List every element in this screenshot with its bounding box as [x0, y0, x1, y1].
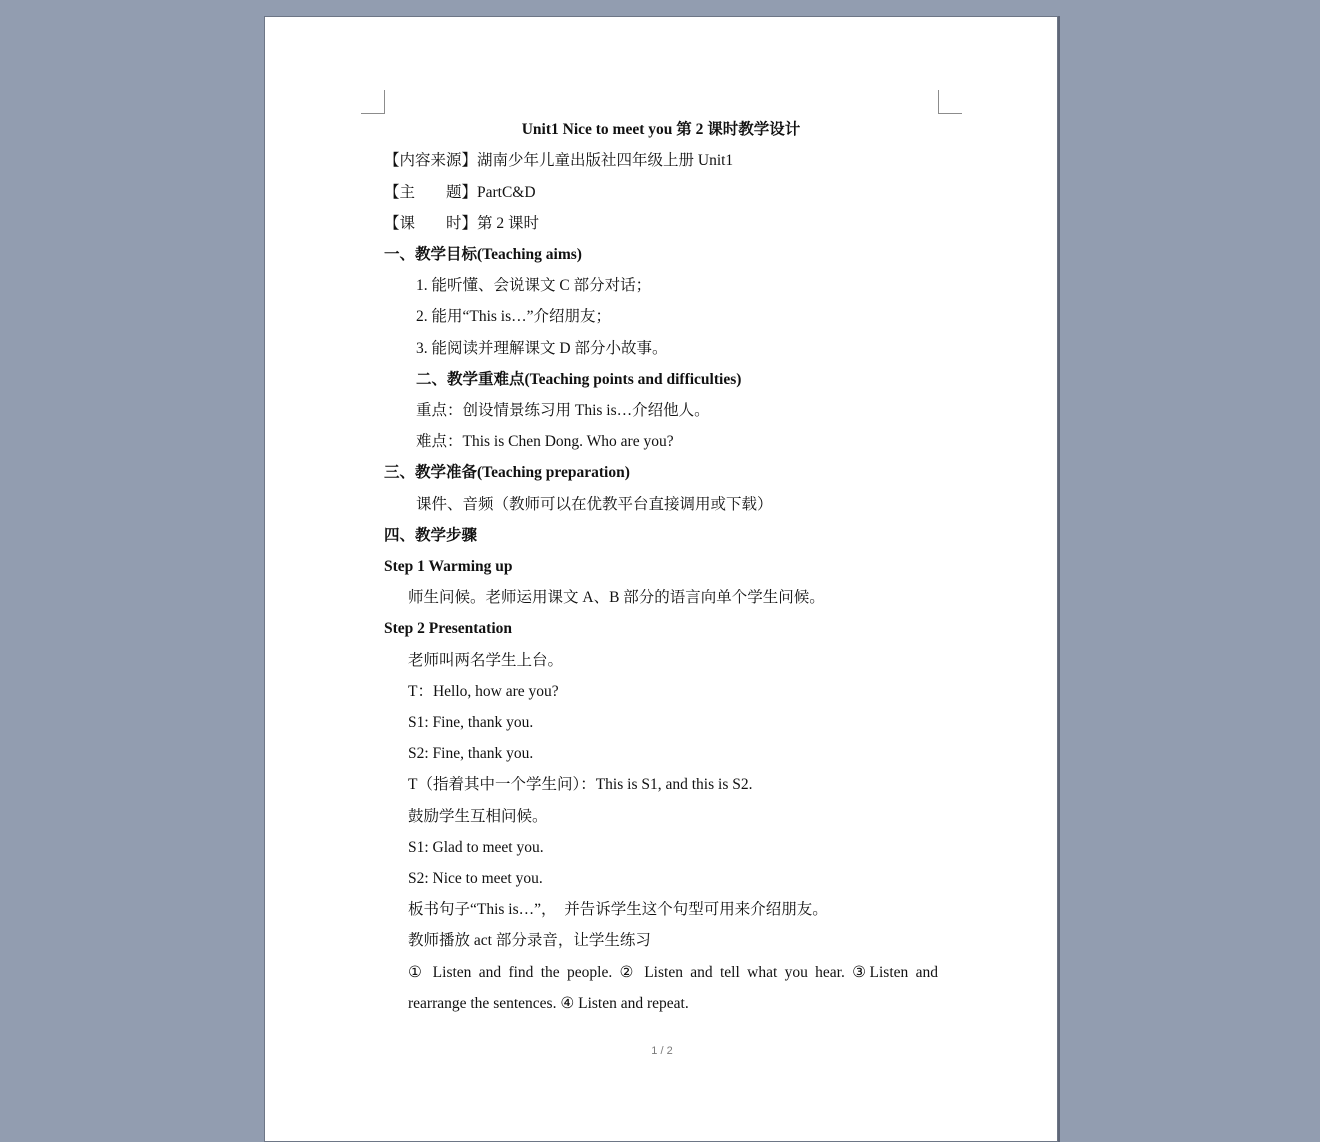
source-line: 【内容来源】湖南少年儿童出版社四年级上册 Unit1 [384, 152, 734, 169]
aim-item: 1. 能听懂、会说课文 C 部分对话； [416, 277, 652, 294]
document-page [264, 16, 1058, 1142]
step1-content: 师生问候。老师运用课文 A、B 部分的语言向单个学生问候。 [408, 589, 825, 606]
aim-item: 3. 能阅读并理解课文 D 部分小故事。 [416, 340, 668, 357]
step2-line: S2: Fine, thank you. [408, 745, 534, 762]
step2-line: S1: Fine, thank you. [408, 714, 534, 731]
aim-item: 2. 能用“This is…”介绍朋友； [416, 308, 612, 325]
step2-line: T（指着其中一个学生问）：This is S1, and this is S2. [408, 776, 753, 793]
crop-mark-top-left [361, 90, 385, 114]
step2-line: S1: Glad to meet you. [408, 839, 544, 856]
step2-line: 老师叫两名学生上台。 [408, 652, 564, 669]
step2-line: S2: Nice to meet you. [408, 870, 543, 887]
document-title: Unit1 Nice to meet you 第 2 课时教学设计 [521, 121, 801, 138]
crop-mark-top-right [938, 90, 962, 114]
section-heading-steps: 四、教学步骤 [384, 527, 478, 544]
step2-line: 板书句子“This is…”， 并告诉学生这个句型可用来介绍朋友。 [408, 901, 828, 918]
preparation-content: 课件、音频（教师可以在优教平台直接调用或下载） [416, 496, 773, 513]
page-number: 1 / 2 [651, 1045, 673, 1057]
section-heading-points: 二、教学重难点(Teaching points and difficulties) [416, 371, 742, 388]
section-heading-aims: 一、教学目标(Teaching aims) [384, 246, 582, 263]
step2-heading: Step 2 Presentation [384, 620, 513, 637]
activity-line: rearrange the sentences. ④ Listen and repeat. [408, 995, 689, 1012]
period-line: 【课 时】第 2 课时 [384, 215, 540, 232]
topic-line: 【主 题】PartC&D [384, 184, 536, 201]
step1-heading: Step 1 Warming up [384, 558, 513, 575]
step2-line: 教师播放 act 部分录音，让学生练习 [408, 932, 651, 949]
key-point: 重点：创设情景练习用 This is…介绍他人。 [416, 402, 710, 419]
step2-line: 鼓励学生互相问候。 [408, 808, 548, 825]
step2-line: T：Hello, how are you? [408, 683, 559, 700]
activity-line: ① Listen and find the people. ② Listen and tell what you hear. ③Listen and [408, 964, 938, 981]
difficult-point: 难点：This is Chen Dong. Who are you? [416, 433, 674, 450]
section-heading-preparation: 三、教学准备(Teaching preparation) [384, 464, 630, 481]
